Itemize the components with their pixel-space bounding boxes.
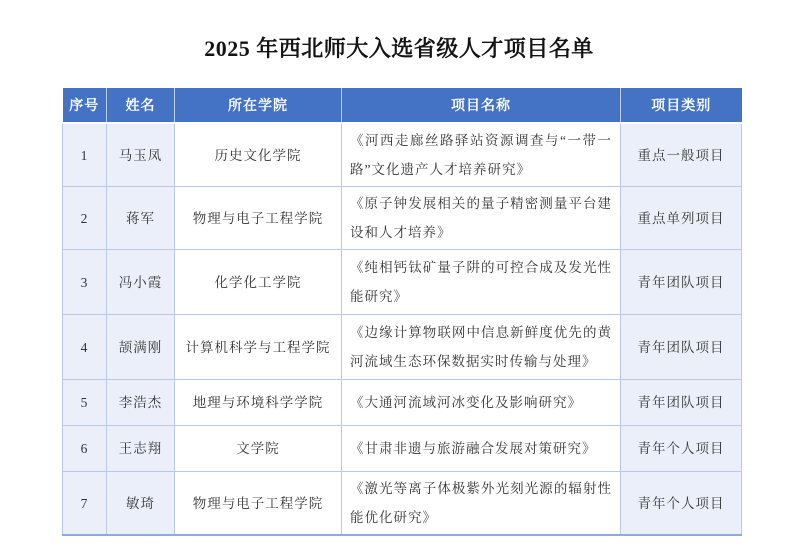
table-row [63,426,742,472]
table-body [63,123,742,535]
table-row [63,250,742,315]
cell-serial: 7 [63,472,107,536]
table-row [63,187,742,250]
table-row [63,123,742,187]
table-row [63,315,742,380]
table-row [63,472,742,536]
cell-college: 地理与环境科学学院 [175,380,342,426]
header-category: 项目类别 [621,88,742,123]
talent-project-table [62,88,742,536]
header-project: 项目名称 [342,88,621,123]
header-serial: 序号 [63,88,107,123]
cell-serial: 2 [63,187,107,250]
header-row [63,88,742,123]
cell-category: 青年团队项目 [621,380,742,426]
table-row [63,380,742,426]
cell-serial: 5 [63,380,107,426]
cell-name: 敏琦 [107,472,175,536]
cell-college: 物理与电子工程学院 [175,187,342,250]
cell-serial: 3 [63,250,107,315]
cell-project: 《大通河流域河冰变化及影响研究》 [342,380,621,426]
cell-college: 化学化工学院 [175,250,342,315]
cell-category: 重点一般项目 [621,123,742,187]
cell-college: 计算机科学与工程学院 [175,315,342,380]
cell-project: 《激光等离子体极紫外光刻光源的辐射性能优化研究》 [342,472,621,536]
cell-category: 青年个人项目 [621,426,742,472]
cell-college: 文学院 [175,426,342,472]
cell-project: 《甘肃非遗与旅游融合发展对策研究》 [342,426,621,472]
cell-serial: 6 [63,426,107,472]
cell-project: 《边缘计算物联网中信息新鲜度优先的黄河流域生态环保数据实时传输与处理》 [342,315,621,380]
cell-project: 《河西走廊丝路驿站资源调查与“一带一路”文化遗产人才培养研究》 [342,123,621,187]
cell-college: 历史文化学院 [175,123,342,187]
cell-college: 物理与电子工程学院 [175,472,342,536]
cell-name: 颉满刚 [107,315,175,380]
cell-name: 冯小霞 [107,250,175,315]
cell-serial: 1 [63,123,107,187]
header-name: 姓名 [107,88,175,123]
cell-name: 马玉凤 [107,123,175,187]
cell-project: 《纯相钙钛矿量子阱的可控合成及发光性能研究》 [342,250,621,315]
cell-category: 青年团队项目 [621,315,742,380]
cell-project: 《原子钟发展相关的量子精密测量平台建设和人才培养》 [342,187,621,250]
table-header [63,88,742,123]
cell-category: 重点单列项目 [621,187,742,250]
page-title: 2025 年西北师大入选省级人才项目名单 [204,36,594,61]
header-college: 所在学院 [175,88,342,123]
cell-name: 李浩杰 [107,380,175,426]
cell-category: 青年团队项目 [621,250,742,315]
cell-serial: 4 [63,315,107,380]
cell-name: 蒋军 [107,187,175,250]
talent-table-container [62,88,741,536]
cell-name: 王志翔 [107,426,175,472]
cell-category: 青年个人项目 [621,472,742,536]
